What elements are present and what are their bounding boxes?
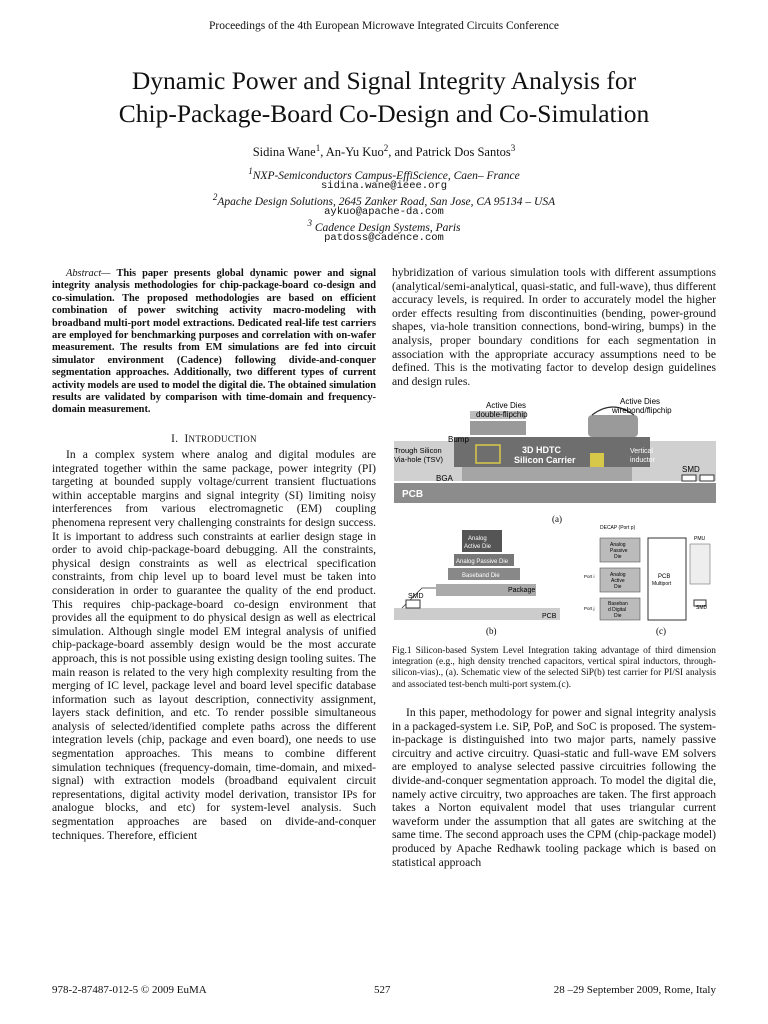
affiliation-3-text: Cadence Design Systems, Paris xyxy=(311,221,461,234)
label-pcb-b: PCB xyxy=(542,613,557,620)
section-title-rest: NTRODUCTION xyxy=(188,434,257,444)
affiliation-3-sup: 3 xyxy=(307,218,312,228)
affiliation-1-text: NXP-Semiconductors Campus-EffiScience, Caen– France xyxy=(252,169,520,182)
die-left-top xyxy=(470,421,526,435)
vertical-inductor-symbol xyxy=(590,453,604,467)
abstract-text: This paper presents global dynamic power and signal integrity analysis methodologies for chip-package-board co-design and co-simulation. The proposed methodologies are based on efficient combination of power switching activity macro-modeling with broadband multi-port model extractions. Dedicated real-life test carriers are employed for benchmarking purposes and correlation with on-wafer measurement. The results from EM simulations are fed into circuit simulator environment (Cadence) following divide-and-conquer segmentation approaches. Additionally, two different types of current activity models are used to model the digital die. The obtained simulation results are validated by comparison with time-domain and frequency-domain measurement. xyxy=(52,268,377,416)
label-bump: Bump xyxy=(448,435,469,444)
figure-a-label: (a) xyxy=(552,514,562,524)
author-list xyxy=(0,143,768,160)
label-baseband-die: Baseband Die xyxy=(462,573,500,579)
label-tsv-1: Trough Silicon xyxy=(394,446,442,455)
label-hdtc: 3D HDTC xyxy=(522,445,562,455)
abstract xyxy=(52,268,376,417)
right-column-top xyxy=(392,266,716,388)
figure-1a xyxy=(392,397,718,527)
label-bdd-1: Baseban xyxy=(608,601,628,607)
footer-date: 28 –29 September 2009, Rome, Italy xyxy=(553,984,716,996)
pmu-block xyxy=(690,544,710,584)
label-bdd-3: Die xyxy=(614,613,622,619)
die-right xyxy=(588,415,638,437)
introduction-body xyxy=(52,448,376,842)
label-analog: Analog xyxy=(468,536,487,542)
label-smd: SMD xyxy=(682,465,700,474)
label-active-die: Active Die xyxy=(464,544,492,550)
figure-b-label: (b) xyxy=(486,626,497,636)
affiliation-2-sup: 2 xyxy=(212,192,218,202)
label-analog-passive-die: Analog Passive Die xyxy=(456,559,509,565)
label-pcb: PCB xyxy=(402,489,424,500)
author-1-sup: 1 xyxy=(315,143,321,153)
label-tsv-2: Via-hole (TSV) xyxy=(394,455,444,464)
affiliation-2-text: Apache Design Solutions, 2645 Zanker Road, San Jose, CA 95134 – USA xyxy=(217,195,556,208)
abstract-lead: Abstract xyxy=(66,268,102,279)
figure-1a-diagram xyxy=(392,397,718,527)
figure-1b-diagram xyxy=(392,528,564,640)
author-2: , An-Yu Kuo xyxy=(320,145,384,160)
label-aad-2: Active xyxy=(611,578,625,584)
section-title-initial: I xyxy=(184,433,189,445)
label-apd-3: Die xyxy=(614,554,622,560)
label-double-flipchip: double-flipchip xyxy=(476,410,528,419)
label-apd-1: Analog xyxy=(610,542,626,548)
label-port-j: Port j xyxy=(584,606,595,611)
smd-b xyxy=(406,600,420,608)
right-body-paragraph: In this paper, methodology for power and signal integrity analysis in a packaged-system i.e. SiP, PoP, and SoC is proposed. The system-in-package is distinguished into two major parts, namely passive circuitry and active circuitry. Quasi-static and full-wave EM solvers are employed to analyse selected passive circuitries following the divide-and-conquer segmentation approach. To model the digital die, namely active circuitry, two approaches are taken. The first approach takes a Norton equivalent model that uses triangular current waveform under the assumption that all gates are switching at the same time. The second approach uses the CPM (chip-package model) produced by Apache Redhawk tooling package which is based on statistical approach xyxy=(392,706,716,869)
email-2: aykuo@apache-da.com xyxy=(324,206,444,218)
figure-1b xyxy=(392,528,564,640)
right-column-body xyxy=(392,706,716,869)
footer-isbn: 978-2-87487-012-5 © 2009 EuMA xyxy=(52,984,207,996)
right-top-paragraph: hybridization of various simulation tools with different assumptions (analytical/semi-analytical, quasi-static, and full-wave), thus different accuracy levels, is required. In order to accurately model the higher order effects resulting from discontinuities (bending, power-ground shapes, via-hole transition connections, bond-wiring, bumps) in the analysis, proper boundary conditions for each segmentation in association with the appropriate accuracy assumptions need to be defined. This is the motivating factor to develop design guidelines and design rules. xyxy=(392,266,716,388)
label-port-i: Port i xyxy=(584,574,595,579)
label-bga: BGA xyxy=(436,474,453,483)
label-multiport: Multiport xyxy=(652,581,672,587)
section-heading-introduction xyxy=(52,433,376,445)
pcb-layer xyxy=(394,483,716,503)
label-aad-1: Analog xyxy=(610,572,626,578)
label-package: Package xyxy=(508,587,536,594)
label-smd-c: SMD xyxy=(696,605,708,611)
abstract-dash: — xyxy=(101,268,117,279)
introduction-paragraph: In a complex system where analog and digital modules are integrated together within the same package, power integrity (PI) targeting at bounded supply voltage/current transient fluctuations within acceptable margins and signal integrity (SI) limiting noisy interferences from various electromagnetic (EM) coupling phenomena represent very challenging constraints for design success. It is important to address such constraints at earlier design stage in order to avoid chip-package-board debugging. All the constraints, physical design constraints as well as electrical specification constraints, from chip level up to board level must be taken into consideration in order to guarantee the quality of the end product. This requires chip-package-board co-design environment that provides all the equipment to do physical design as well as electrical simulation. Although single model EM integral analysis of unified chip-package-board assembly design would be the most accurate approach, this is not possible using existing design tooling suites. The main reason is related to the very high complexity resulting from the merging of IC level, package level and board level specific database information such as layout description, connectivity assignment, layers stack definition, and etc. To render possible simultaneous analysis of selected/identified complete paths across the different integration levels (chip, package and even board), one needs to use segmentation approaches. This means to combine different simulation techniques (frequency-domain, time-domain, and mixed-signal) with extraction models (broadband equivalent circuit representations, digital activity model derivation, transistor IPs for analogue blocks, and etc) for system-level analysis. Such segmentation approaches are based on divide-and-conquer techniques. Therefore, efficient xyxy=(52,448,376,842)
author-1: Sidina Wane xyxy=(252,145,316,160)
paper-title xyxy=(20,64,748,130)
email-3: patdoss@cadence.com xyxy=(324,232,444,244)
bga-row xyxy=(462,467,632,481)
label-pcb-c: PCB xyxy=(658,574,671,580)
footer-page-number: 527 xyxy=(374,984,391,996)
label-inductor: inductor xyxy=(630,457,655,464)
figure-1c xyxy=(584,522,718,640)
affiliation-1-sup: 1 xyxy=(248,166,253,176)
label-wirebond: wirebond/flipchip xyxy=(612,406,672,415)
label-bdd-2: d Digital xyxy=(608,607,627,613)
email-1: sidina.wane@ieee.org xyxy=(320,180,448,192)
author-2-sup: 2 xyxy=(383,143,389,153)
label-vertical: Vertical xyxy=(630,448,653,455)
label-aad-3: Die xyxy=(614,584,622,590)
conference-header: Proceedings of the 4th European Microwave Integrated Circuits Conference xyxy=(209,20,559,32)
title-line-2: Chip-Package-Board Co-Design and Co-Simulation xyxy=(118,99,650,128)
pcb-board-b xyxy=(394,608,560,620)
label-apd-2: Passive xyxy=(610,548,628,554)
label-active-dies-left: Active Dies xyxy=(486,401,527,410)
title-line-1: Dynamic Power and Signal Integrity Analysis for xyxy=(131,66,637,95)
figure-1-caption: Fig.1 Silicon-based System Level Integration taking advantage of third dimension integration (e.g., high density trenched capacitors, vertical spiral inductors, through-silicon-vias)., (a). Schematic view of the selected SiP(b) test carrier for PI/SI analysis and associated test-bench multi-port system.(c). xyxy=(392,646,716,690)
label-silicon-carrier: Silicon Carrier xyxy=(514,455,576,465)
label-active-dies-right: Active Dies xyxy=(620,397,661,406)
smd-1 xyxy=(682,475,696,481)
label-smd-b: SMD xyxy=(408,593,424,600)
label-pmu: PMU xyxy=(694,536,706,542)
figure-c-label: (c) xyxy=(656,626,666,636)
section-number: I. xyxy=(171,433,179,445)
author-3: , and Patrick Dos Santos xyxy=(388,145,511,160)
author-3-sup: 3 xyxy=(510,143,516,153)
figure-1c-diagram xyxy=(584,522,718,640)
label-decap: DECAP (Port p) xyxy=(600,525,636,531)
smd-2 xyxy=(700,475,714,481)
